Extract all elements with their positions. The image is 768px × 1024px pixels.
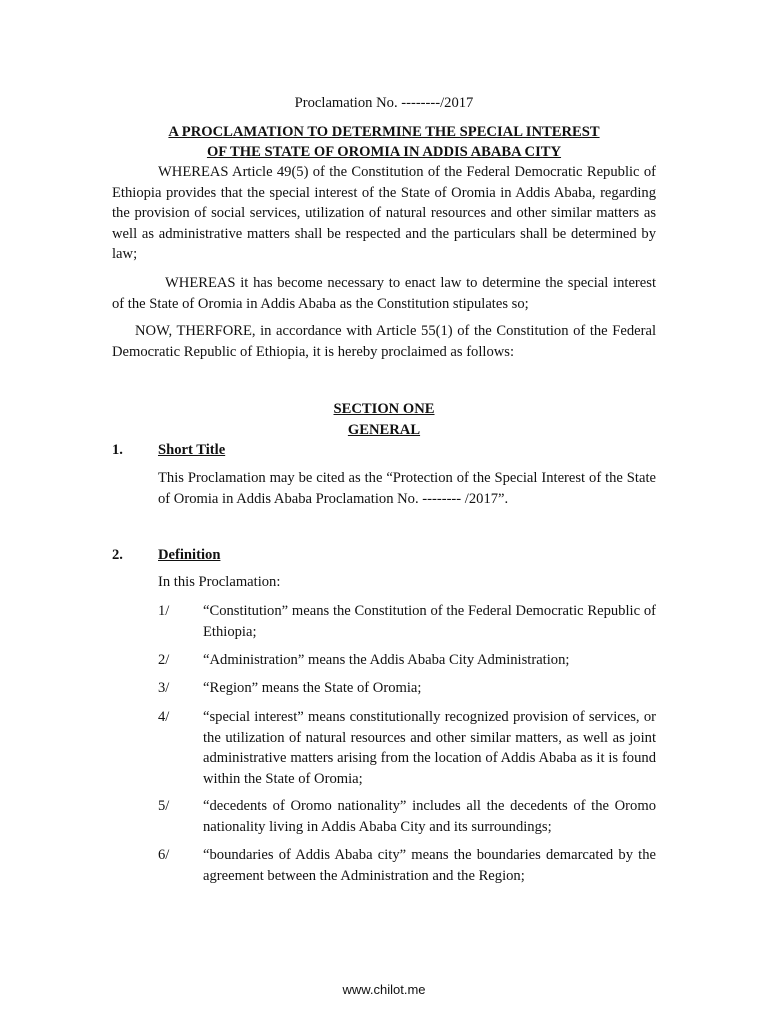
article-1-text: This Proclamation may be cited as the “Protection of the Special Interest of the State of Oromia in Addis Ababa Proclamation No. -------- /2017”. xyxy=(158,470,656,507)
definition-item-number: 3/ xyxy=(158,680,170,696)
section-heading: SECTION ONE xyxy=(333,401,435,417)
preamble-paragraph-3: NOW, THERFORE, in accordance with Article 55(1) of the Constitution of the Federal Democratic Republic of Ethiopia, it is hereby proclaimed as follows: xyxy=(112,323,656,360)
footer-website: www.chilot.me xyxy=(342,982,426,997)
article-2-number: 2. xyxy=(112,547,123,563)
article-2-intro: In this Proclamation: xyxy=(158,574,281,590)
definition-item-text: “decedents of Oromo nationality” includes all the decedents of the Oromo nationality living in Addis Ababa City and its surroundings; xyxy=(203,798,656,835)
section-subheading: GENERAL xyxy=(347,422,421,438)
definition-item-text: “special interest” means constitutionally recognized provision of services, or the utilization of natural resources and other similar matters, as well as joint administrative matters arising from the location of Addis Ababa as it is found within the State of Oromia; xyxy=(203,709,656,787)
proclamation-number: Proclamation No. --------/2017 xyxy=(294,95,474,111)
definition-item-text: “boundaries of Addis Ababa city” means the boundaries demarcated by the agreement between the Administration and the Region; xyxy=(203,847,656,884)
preamble-paragraph-2: WHEREAS it has become necessary to enact law to determine the special interest of the State of Oromia in Addis Ababa as the Constitution stipulates so; xyxy=(112,275,656,312)
article-1-number: 1. xyxy=(112,442,123,458)
preamble-paragraph-1: WHEREAS Article 49(5) of the Constitution of the Federal Democratic Republic of Ethiopia provides that the special interest of the State of Oromia in Addis Ababa, regarding the provision of social services, utilization of natural resources and other similar matters as well as administrative matters shall be respected and the particulars shall be determined by law; xyxy=(112,164,656,262)
definition-item-number: 5/ xyxy=(158,798,170,814)
proclamation-title-line1: A PROCLAMATION TO DETERMINE THE SPECIAL INTEREST xyxy=(168,124,600,140)
definition-item-text: “Constitution” means the Constitution of the Federal Democratic Republic of Ethiopia; xyxy=(203,603,656,640)
definition-item-text: “Region” means the State of Oromia; xyxy=(203,680,422,696)
proclamation-title-line2: OF THE STATE OF OROMIA IN ADDIS ABABA CITY xyxy=(206,144,562,160)
definition-item-number: 4/ xyxy=(158,709,170,725)
definition-item-number: 2/ xyxy=(158,652,170,668)
article-2-title: Definition xyxy=(158,547,221,563)
article-1-title: Short Title xyxy=(158,442,226,458)
definition-item-number: 1/ xyxy=(158,603,170,619)
definition-item-text: “Administration” means the Addis Ababa City Administration; xyxy=(203,652,570,668)
definition-item-number: 6/ xyxy=(158,847,170,863)
